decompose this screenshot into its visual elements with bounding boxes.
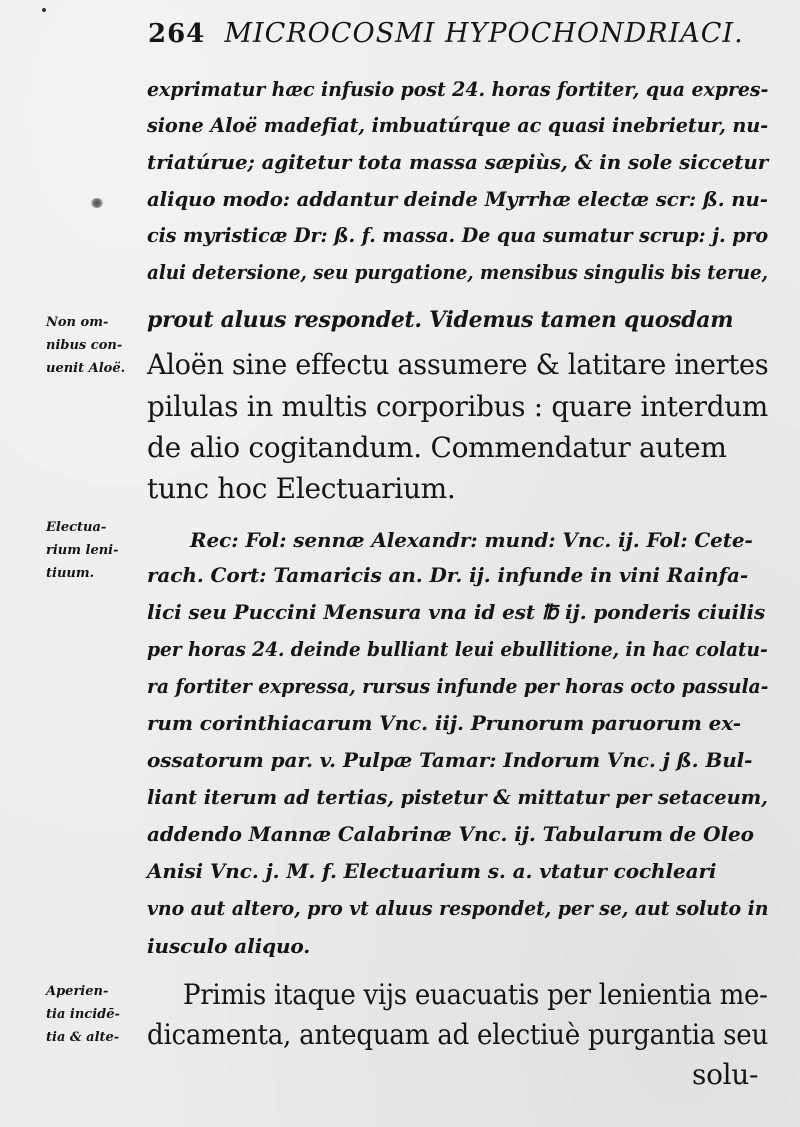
catchword: solu- — [692, 1058, 759, 1091]
page-number: 264 — [148, 19, 206, 49]
paper-stain — [90, 198, 104, 208]
marginal-note-line: Non om- — [46, 315, 109, 330]
text-line: ra fortiter expressa, rursus infunde per horas octo passula- — [147, 674, 769, 698]
marginal-note — [46, 980, 120, 1049]
marginal-note-line: uenit Aloë. — [46, 361, 126, 376]
text-line: pilulas in multis corporibus : quare interdum — [147, 390, 769, 423]
text-line: Aloën sine effectu assumere & latitare inertes — [147, 348, 769, 381]
text-line: sione Aloë madefiat, imbuatúrque ac quasi inebrietur, nu- — [147, 113, 769, 137]
marginal-note-line: tiuum. — [46, 566, 95, 581]
text-line: lici seu Puccini Mensura vna id est ℔ ij. ponderis ciuilis — [147, 600, 766, 624]
text-line: cis myristicæ Dr: ß. f. massa. De qua sumatur scrup: j. pro — [147, 223, 769, 247]
text-line: tunc hoc Electuarium. — [147, 472, 456, 505]
text-line: iusculo aliquo. — [147, 934, 311, 958]
marginal-note-line: tia incidē- — [46, 1007, 120, 1022]
running-head: MICROCOSMI HYPOCHONDRIACI. — [224, 18, 744, 49]
text-line: dicamenta, antequam ad electiuè purgantia seu — [147, 1018, 769, 1051]
text-line: rach. Cort: Tamaricis an. Dr. ij. infunde in vini Rainfa- — [147, 563, 749, 587]
text-line: vno aut altero, pro vt aluus respondet, per se, aut soluto in — [147, 896, 769, 920]
text-line: prout aluus respondet. Videmus tamen quosdam — [147, 307, 734, 333]
marginal-note-line: Aperien- — [46, 984, 109, 999]
text-line: Rec: Fol: sennæ Alexandr: mund: Vnc. ij. Fol: Cete- — [190, 528, 753, 552]
marginal-note-line: nibus con- — [46, 338, 123, 353]
marginal-note — [46, 311, 125, 380]
text-line: de alio cogitandum. Commendatur autem — [147, 431, 727, 464]
marginal-note-line: rium leni- — [46, 543, 119, 558]
text-line: triatúrue; agitetur tota massa sæpiùs, & in sole siccetur — [147, 150, 769, 174]
marginal-note-line: Electua- — [46, 520, 107, 535]
ink-mark — [42, 8, 46, 12]
text-line: alui detersione, seu purgatione, mensibus singulis bis terue, — [147, 260, 768, 284]
marginal-note — [46, 516, 119, 585]
text-line: per horas 24. deinde bulliant leui ebullitione, in hac colatu- — [147, 637, 768, 661]
text-line: Primis itaque vijs euacuatis per lenientia me- — [183, 978, 768, 1011]
page-header — [148, 18, 744, 58]
text-line: addendo Mannæ Calabrinæ Vnc. ij. Tabularum de Oleo — [147, 822, 754, 846]
text-line: exprimatur hæc infusio post 24. horas fortiter, qua expres- — [147, 77, 769, 101]
text-line: liant iterum ad tertias, pistetur & mittatur per setaceum, — [147, 785, 768, 809]
text-line: ossatorum par. v. Pulpæ Tamar: Indorum Vnc. j ß. Bul- — [147, 748, 753, 772]
marginal-note-line: tia & alte- — [46, 1030, 120, 1045]
text-line: rum corinthiacarum Vnc. iij. Prunorum paruorum ex- — [147, 711, 741, 735]
text-line: Anisi Vnc. j. M. f. Electuarium s. a. vtatur cochleari — [147, 859, 717, 883]
text-line: aliquo modo: addantur deinde Myrrhæ electæ scr: ß. nu- — [147, 187, 768, 211]
